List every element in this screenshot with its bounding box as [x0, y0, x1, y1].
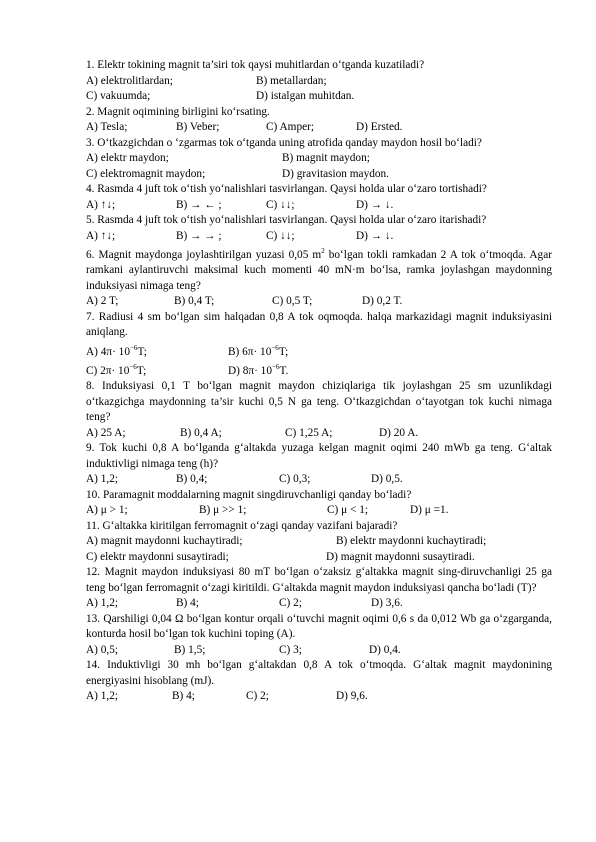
- options-row: [86, 120, 552, 136]
- option-text: T;: [137, 345, 147, 358]
- option-a: A) 2 T;: [86, 295, 119, 308]
- options-row: [86, 503, 552, 519]
- options-row: [86, 426, 552, 442]
- option-b: B) 4;: [176, 597, 199, 610]
- question-6: [86, 244, 552, 294]
- option-c: C) 2;: [246, 690, 269, 703]
- options-row: [86, 294, 552, 310]
- options-row: [86, 167, 552, 183]
- option-c: [86, 360, 228, 379]
- option-b: B) 0,4 T;: [174, 295, 215, 308]
- option-d: D) 3,6.: [371, 597, 403, 610]
- exponent: −6: [129, 343, 138, 352]
- option-c: C) 1,25 A;: [285, 426, 333, 439]
- option-d: D) gravitasion maydon.: [282, 167, 389, 180]
- option-d: D) 0,2 T.: [362, 295, 403, 308]
- options-row: [86, 472, 552, 488]
- superscript: 2: [321, 247, 325, 255]
- option-b: B) 0,4 A;: [180, 426, 222, 439]
- option-text: T;: [136, 364, 147, 377]
- option-b: B) Veber;: [176, 121, 220, 133]
- option-d: D) → ↓.: [356, 198, 394, 211]
- option-c: C) ↓↓;: [266, 229, 295, 242]
- option-d: [228, 360, 288, 379]
- question-11: 11. G‘altakka kiritilgan ferromagnit o‘zagi qanday vazifani bajaradi?: [86, 519, 398, 532]
- question-9: 9. Tok kuchi 0,8 A bo‘lganda g‘altakda yuzaga kelgan magnit oqimi 240 mWb ga teng. G‘altak induktivligi nimaga teng (h)?: [86, 442, 552, 470]
- option-c: C) ↓↓;: [266, 198, 295, 211]
- option-a: A) 1,2;: [86, 690, 119, 703]
- option-b: [228, 341, 288, 360]
- option-d: D) magnit maydonni susaytiradi.: [326, 550, 475, 563]
- option-b: B) → → ;: [176, 229, 222, 242]
- options-row: [86, 89, 552, 105]
- option-c: C) 0,3;: [279, 473, 311, 486]
- options-row: [86, 360, 552, 379]
- options-row: [86, 151, 552, 167]
- option-d: D) 9,6.: [336, 690, 368, 703]
- question-12: 12. Magnit maydon induksiyasi 80 mT bo‘lgan o‘zaksiz g‘altakka magnit sing-diruvchanligi 25 ga teng bo‘lgan ferromagnit o‘zagi kiritildi. G‘altakda magnit maydon induksiyasi qancha bo‘ladi (T)?: [86, 566, 552, 594]
- option-d: D) → ↓.: [356, 229, 394, 242]
- option-a: A) Tesla;: [86, 121, 128, 133]
- option-b: B) metallardan;: [256, 74, 327, 87]
- exponent: −6: [271, 343, 279, 352]
- option-a: A) 25 A;: [86, 426, 126, 439]
- option-d: D) Ersted.: [356, 121, 403, 133]
- options-row: [86, 534, 552, 550]
- options-row: [86, 341, 552, 360]
- question-text: 6. Magnit maydonga joylashtirilgan yuzasi 0,05 m: [86, 248, 322, 261]
- option-c: C) μ < 1;: [327, 504, 368, 517]
- option-text: A) 4π· 10: [86, 345, 130, 358]
- option-d: D) 0,4.: [369, 643, 401, 656]
- test-document: [86, 58, 552, 705]
- option-c: C) vakuumda;: [86, 90, 151, 102]
- options-row: [86, 643, 552, 659]
- option-b: B) magnit maydon;: [282, 152, 370, 164]
- option-c: C) 0,5 T;: [272, 295, 313, 308]
- option-a: A) ↑↓;: [86, 229, 116, 242]
- option-a: A) μ > 1;: [86, 504, 128, 517]
- options-row: [86, 596, 552, 612]
- option-a: A) elektrolitlardan;: [86, 74, 173, 87]
- option-a: A) elektr maydon;: [86, 152, 169, 164]
- options-row: [86, 689, 552, 705]
- option-a: [86, 341, 228, 360]
- option-c: C) elektromagnit maydon;: [86, 167, 206, 180]
- question-10: 10. Paramagnit moddalarning magnit singdiruvchanligi qanday bo‘ladi?: [86, 488, 412, 501]
- option-b: B) μ >> 1;: [199, 504, 247, 517]
- options-row: [86, 229, 552, 245]
- option-c: C) 2;: [279, 597, 302, 610]
- question-5: 5. Rasmda 4 juft tok o‘tish yo‘nalishlari tasvirlangan. Qaysi holda ular o‘zaro itarishadi?: [86, 214, 487, 226]
- option-text: T.: [279, 364, 289, 377]
- option-a: A) 1,2;: [86, 597, 119, 610]
- question-3: 3. O‘tkazgichdan o ‘zgarmas tok o‘tganda uning atrofida qanday maydon hosil bo‘ladi?: [86, 136, 482, 149]
- option-text: B) 6π· 10: [228, 345, 272, 358]
- question-14: 14. Induktivligi 30 mh bo‘lgan g‘altakdan 0,8 A tok o‘tmoqda. G‘altak magnit maydonining energiyasini hisoblang (mJ).: [86, 659, 552, 687]
- question-4: 4. Rasmda 4 juft tok o‘tish yo‘nalishlari tasvirlangan. Qaysi holda ular o‘zaro tortishadi?: [86, 183, 487, 195]
- option-d: D) istalgan muhitdan.: [256, 90, 355, 102]
- option-b: B) 1,5;: [174, 643, 206, 656]
- exponent: −6: [271, 363, 280, 372]
- option-d: D) 0,5.: [371, 473, 403, 486]
- option-text: C) 2π· 10: [86, 364, 130, 377]
- option-c: C) 3;: [279, 643, 302, 656]
- option-a: A) ↑↓;: [86, 198, 116, 211]
- option-d: D) μ =1.: [410, 504, 449, 517]
- question-13: 13. Qarshiligi 0,04 Ω bo‘lgan kontur orqali o‘tuvchi magnit oqimi 0,6 s da 0,012 Wb ga o‘zgarganda, konturda hosil bo‘lgan tok kuchini toping (A).: [86, 612, 552, 641]
- option-a: A) 0,5;: [86, 643, 119, 656]
- exponent: −6: [129, 363, 137, 372]
- option-text: T;: [278, 345, 289, 358]
- options-row: [86, 74, 552, 90]
- question-2: 2. Magnit oqimining birligini ko‘rsating.: [86, 105, 270, 118]
- question-text: bo‘lgan tokli ramkadan 2 A tok o‘tmoqda. Agar ramkani aylantiruvchi maksimal kuch momenti 40 mN·m bo‘lsa, ramka joylashgan maydonning induksiyasi nimaga teng?: [86, 248, 552, 292]
- option-a: A) 1,2;: [86, 473, 119, 486]
- option-a: A) magnit maydonni kuchaytiradi;: [86, 535, 243, 548]
- option-c: C) elektr maydonni susaytiradi;: [86, 550, 229, 563]
- option-b: B) 4;: [172, 690, 195, 703]
- option-d: D) 20 A.: [379, 426, 419, 439]
- question-8: 8. Induksiyasi 0,1 T bo‘lgan magnit maydon chiziqlariga tik joylashgan 25 sm uzunlikdagi o‘tkazgichga maydonning ta’sir kuchi 0,5 N ga teng. O‘tkazgichdan o‘tayotgan tok kuchi nimaga teng?: [86, 380, 552, 424]
- option-text: D) 8π· 10: [228, 364, 272, 377]
- options-row: [86, 198, 552, 214]
- option-b: B) elektr maydonni kuchaytiradi;: [336, 535, 487, 548]
- option-c: C) Amper;: [266, 121, 315, 133]
- question-1: 1. Elektr tokining magnit ta’siri tok qaysi muhitlardan o‘tganda kuzatiladi?: [86, 59, 425, 71]
- options-row: [86, 550, 552, 566]
- option-b: B) → ← ;: [176, 198, 222, 211]
- question-7: 7. Radiusi 4 sm bo‘lgan sim halqadan 0,8 A tok oqmoqda. halqa markazidagi magnit induksiyasini aniqlang.: [86, 310, 552, 339]
- option-b: B) 0,4;: [176, 473, 208, 486]
